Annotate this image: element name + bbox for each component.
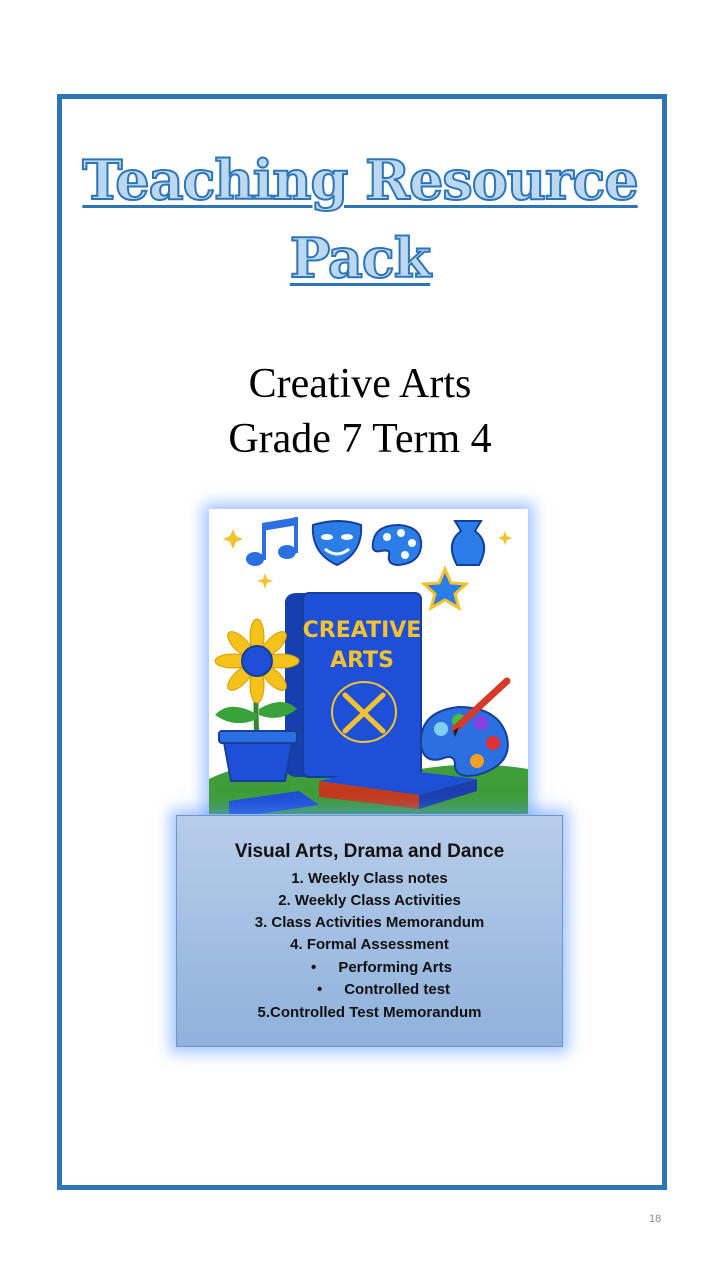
book-title-line-2: ARTS [330, 648, 394, 673]
contents-item: 5.Controlled Test Memorandum [257, 1004, 482, 1021]
vase-icon [452, 521, 484, 565]
title-line-2: Pack [289, 226, 431, 290]
creative-arts-illustration [209, 509, 528, 814]
book-icon [285, 593, 421, 777]
contents-item: 3. Class Activities Memorandum [254, 914, 485, 931]
contents-item: 1. Weekly Class notes [291, 870, 448, 887]
contents-item: 4. Formal Assessment [290, 936, 449, 953]
drama-mask-icon [313, 521, 361, 565]
subject-title: Creative Arts [248, 361, 472, 407]
contents-item: 2. Weekly Class Activities [278, 892, 461, 909]
title-line-1: Teaching Resource [82, 148, 638, 212]
contents-subitem-label: Controlled test [344, 981, 451, 998]
bullet-icon: • [311, 959, 317, 976]
music-note-icon [246, 517, 298, 566]
grade-term-label: Grade 7 Term 4 [228, 416, 492, 462]
star-icon [424, 569, 466, 608]
page-number: 18 [649, 1213, 662, 1225]
contents-box [176, 815, 563, 1047]
paint-palette-brush-icon [421, 681, 508, 776]
paint-palette-icon [373, 525, 421, 565]
contents-subitem-label: Performing Arts [338, 959, 452, 976]
contents-heading: Visual Arts, Drama and Dance [234, 841, 505, 862]
bullet-icon: • [316, 981, 323, 998]
contents-subitem [189, 959, 574, 976]
contents-subitem [191, 981, 576, 998]
book-title-line-1: CREATIVE [302, 618, 422, 643]
